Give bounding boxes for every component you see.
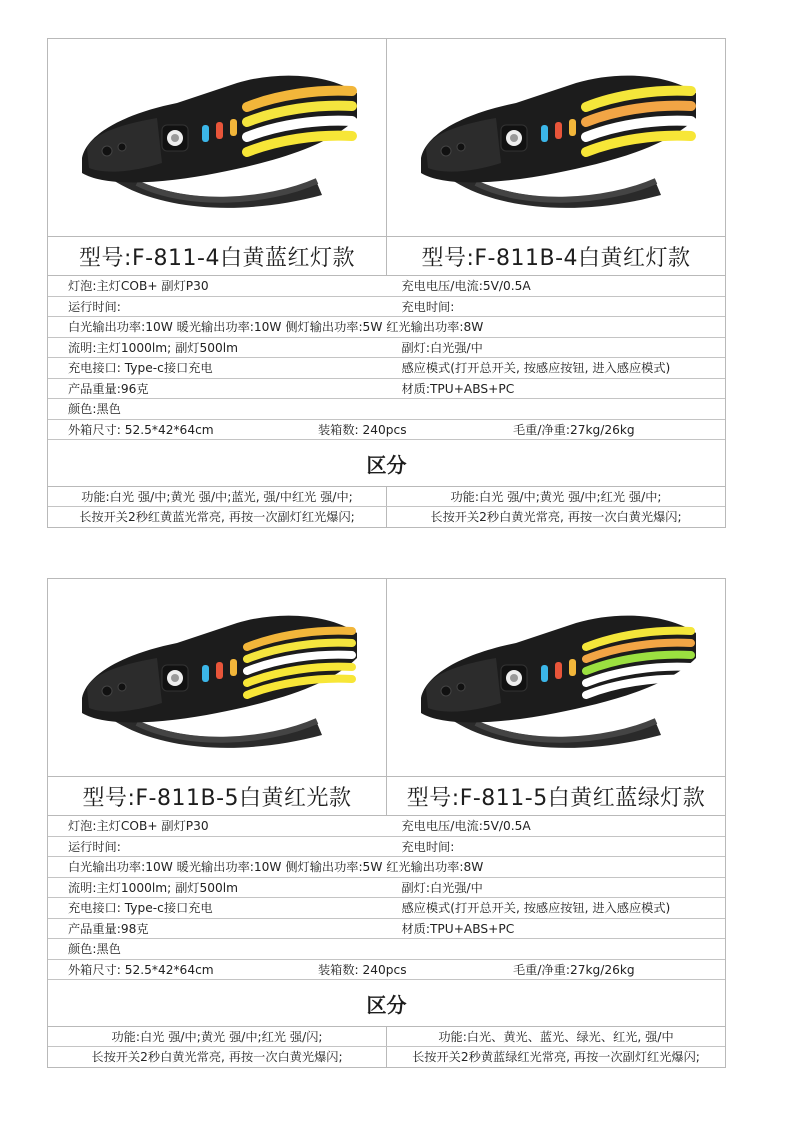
color-text: 颜色:黑色	[68, 402, 121, 416]
carton-qty: 装箱数: 240pcs	[318, 422, 407, 437]
indicator-dot	[541, 665, 548, 682]
section-title-distinguish: 区分	[48, 440, 725, 487]
spec-left: 流明:主灯1000lm; 副灯500lm	[68, 880, 239, 895]
spec-right: 材质:TPU+ABS+PC	[401, 381, 515, 396]
right-product-image	[386, 39, 725, 236]
right-model-title: 型号:F-811-5白黄红蓝绿灯款	[386, 777, 725, 815]
power-row	[48, 317, 725, 338]
carton-size: 外箱尺寸: 52.5*42*64cm	[68, 962, 214, 977]
headlamp-right-image	[406, 603, 706, 753]
indicator-dot	[202, 125, 209, 142]
right-product-image	[386, 579, 725, 776]
spec-right: 感应模式(打开总开关, 按感应按钮, 进入感应模式)	[401, 901, 671, 915]
spec-row	[48, 919, 725, 940]
spec-left: 流明:主灯1000lm; 副灯500lm	[68, 340, 239, 355]
difference-row	[48, 507, 725, 527]
difference-row	[48, 487, 725, 507]
headlamp-right-image	[406, 63, 706, 213]
spec-row	[48, 878, 725, 899]
spec-right: 充电时间:	[401, 839, 455, 854]
color-row	[48, 939, 725, 960]
spec-right: 副灯:白光强/中	[401, 340, 483, 355]
spec-row	[48, 338, 725, 359]
indicator-dot	[216, 122, 223, 139]
carton-weight: 毛重/净重:27kg/26kg	[513, 962, 635, 977]
indicator-dot	[230, 659, 237, 676]
spec-left: 灯泡:主灯COB+ 副灯P30	[68, 279, 209, 293]
indicator-dot	[230, 119, 237, 136]
spec-right: 材质:TPU+ABS+PC	[401, 921, 515, 936]
left-product-image	[48, 39, 386, 236]
product-sheet-1	[47, 38, 726, 528]
difference-right: 长按开关2秒黄蓝绿红光常亮, 再按一次副灯红光爆闪;	[386, 1047, 725, 1067]
power-row	[48, 857, 725, 878]
model-title-row	[48, 777, 725, 816]
carton-size: 外箱尺寸: 52.5*42*64cm	[68, 422, 214, 437]
difference-left: 功能:白光 强/中;黄光 强/中;红光 强/闪;	[111, 1030, 323, 1044]
section-title-distinguish: 区分	[48, 980, 725, 1027]
power-text: 白光输出功率:10W 暖光输出功率:10W 侧灯输出功率:5W 红光输出功率:8W	[68, 860, 484, 874]
spec-row	[48, 276, 725, 297]
spec-row	[48, 816, 725, 837]
spec-left: 产品重量:96克	[68, 381, 149, 396]
spec-row	[48, 379, 725, 400]
spec-left: 灯泡:主灯COB+ 副灯P30	[68, 819, 209, 833]
carton-qty: 装箱数: 240pcs	[318, 962, 407, 977]
indicator-dot	[569, 659, 576, 676]
left-product-image	[48, 579, 386, 776]
difference-right: 功能:白光、黄光、蓝光、绿光、红光, 强/中	[386, 1027, 725, 1046]
product-image-row	[48, 39, 725, 237]
spec-right: 充电电压/电流:5V/0.5A	[401, 819, 531, 833]
difference-left: 长按开关2秒红黄蓝光常亮, 再按一次副灯红光爆闪;	[79, 510, 355, 524]
difference-left: 功能:白光 强/中;黄光 强/中;蓝光, 强/中红光 强/中;	[81, 490, 353, 504]
headlamp-left-image	[67, 603, 367, 753]
spec-right: 充电电压/电流:5V/0.5A	[401, 279, 531, 293]
power-text: 白光输出功率:10W 暖光输出功率:10W 侧灯输出功率:5W 红光输出功率:8W	[68, 320, 484, 334]
spec-right: 感应模式(打开总开关, 按感应按钮, 进入感应模式)	[401, 361, 671, 375]
product-image-row	[48, 579, 725, 777]
right-model-title: 型号:F-811B-4白黄红灯款	[386, 237, 725, 275]
spec-left: 运行时间:	[68, 299, 121, 314]
spec-left: 充电接口: Type-c接口充电	[68, 901, 213, 915]
indicator-dot	[202, 665, 209, 682]
spec-left: 产品重量:98克	[68, 921, 149, 936]
model-title-row	[48, 237, 725, 276]
difference-right: 长按开关2秒白黄光常亮, 再按一次白黄光爆闪;	[386, 507, 725, 527]
color-row	[48, 399, 725, 420]
color-text: 颜色:黑色	[68, 942, 121, 956]
spec-row	[48, 297, 725, 318]
packing-row	[48, 420, 725, 441]
carton-weight: 毛重/净重:27kg/26kg	[513, 422, 635, 437]
indicator-dot	[216, 662, 223, 679]
headlamp-left-image	[67, 63, 367, 213]
spec-right: 副灯:白光强/中	[401, 880, 483, 895]
spec-row	[48, 837, 725, 858]
left-model-title: 型号:F-811-4白黄蓝红灯款	[79, 245, 355, 271]
left-model-title: 型号:F-811B-5白黄红光款	[82, 785, 352, 811]
spec-row	[48, 358, 725, 379]
difference-row	[48, 1027, 725, 1047]
difference-right: 功能:白光 强/中;黄光 强/中;红光 强/中;	[386, 487, 725, 506]
indicator-dot	[569, 119, 576, 136]
spec-left: 充电接口: Type-c接口充电	[68, 361, 213, 375]
packing-row	[48, 960, 725, 981]
indicator-dot	[541, 125, 548, 142]
spec-right: 充电时间:	[401, 299, 455, 314]
difference-left: 长按开关2秒白黄光常亮, 再按一次白黄光爆闪;	[91, 1050, 343, 1064]
spec-left: 运行时间:	[68, 839, 121, 854]
indicator-dot	[555, 662, 562, 679]
indicator-dot	[555, 122, 562, 139]
difference-row	[48, 1047, 725, 1067]
product-sheet-2	[47, 578, 726, 1068]
spec-row	[48, 898, 725, 919]
